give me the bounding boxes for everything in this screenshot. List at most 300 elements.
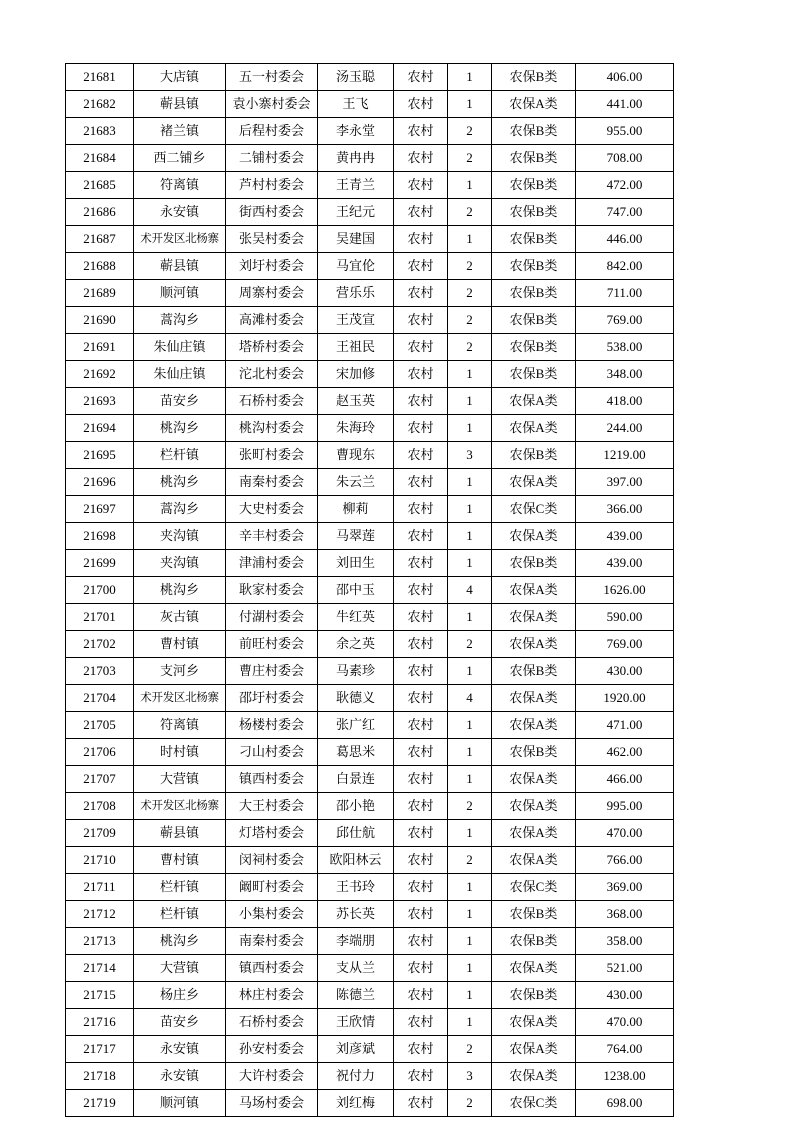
cell-amount: 747.00 <box>576 199 674 226</box>
cell-town: 支河乡 <box>134 658 226 685</box>
cell-id: 21695 <box>66 442 134 469</box>
cell-town: 曹村镇 <box>134 631 226 658</box>
cell-village: 芦村村委会 <box>226 172 318 199</box>
cell-category: 农保B类 <box>492 172 576 199</box>
cell-residence: 农村 <box>394 982 448 1009</box>
table-row <box>66 64 674 91</box>
cell-count: 1 <box>448 361 492 388</box>
cell-amount: 368.00 <box>576 901 674 928</box>
cell-village: 张町村委会 <box>226 442 318 469</box>
table-row <box>66 1009 674 1036</box>
cell-count: 2 <box>448 145 492 172</box>
table-row <box>66 874 674 901</box>
cell-category: 农保A类 <box>492 1009 576 1036</box>
cell-count: 1 <box>448 766 492 793</box>
cell-village: 袁小寨村委会 <box>226 91 318 118</box>
cell-residence: 农村 <box>394 307 448 334</box>
cell-name: 王茂宣 <box>318 307 394 334</box>
cell-category: 农保A类 <box>492 91 576 118</box>
cell-residence: 农村 <box>394 874 448 901</box>
cell-name: 支从兰 <box>318 955 394 982</box>
cell-count: 1 <box>448 928 492 955</box>
cell-id: 21694 <box>66 415 134 442</box>
cell-residence: 农村 <box>394 955 448 982</box>
cell-village: 耿家村委会 <box>226 577 318 604</box>
cell-amount: 764.00 <box>576 1036 674 1063</box>
cell-name: 黄冉冉 <box>318 145 394 172</box>
cell-count: 3 <box>448 1063 492 1090</box>
cell-category: 农保A类 <box>492 388 576 415</box>
cell-town: 顺河镇 <box>134 1090 226 1117</box>
cell-count: 1 <box>448 469 492 496</box>
cell-id: 21684 <box>66 145 134 172</box>
table-row <box>66 253 674 280</box>
cell-category: 农保A类 <box>492 415 576 442</box>
cell-town: 桃沟乡 <box>134 469 226 496</box>
cell-count: 2 <box>448 334 492 361</box>
cell-count: 1 <box>448 415 492 442</box>
cell-town: 苗安乡 <box>134 388 226 415</box>
cell-count: 4 <box>448 577 492 604</box>
cell-count: 1 <box>448 955 492 982</box>
table-row <box>66 226 674 253</box>
cell-name: 邵小艳 <box>318 793 394 820</box>
table-row <box>66 712 674 739</box>
cell-village: 前旺村委会 <box>226 631 318 658</box>
cell-town: 术开发区北杨寨 <box>134 226 226 253</box>
table-row <box>66 1063 674 1090</box>
cell-category: 农保A类 <box>492 766 576 793</box>
cell-village: 付湖村委会 <box>226 604 318 631</box>
cell-count: 4 <box>448 685 492 712</box>
cell-category: 农保B类 <box>492 901 576 928</box>
cell-town: 夹沟镇 <box>134 523 226 550</box>
cell-name: 牛红英 <box>318 604 394 631</box>
cell-village: 街西村委会 <box>226 199 318 226</box>
cell-town: 桃沟乡 <box>134 928 226 955</box>
cell-id: 21700 <box>66 577 134 604</box>
cell-count: 1 <box>448 658 492 685</box>
cell-residence: 农村 <box>394 469 448 496</box>
cell-residence: 农村 <box>394 523 448 550</box>
cell-name: 马翠莲 <box>318 523 394 550</box>
cell-id: 21717 <box>66 1036 134 1063</box>
cell-town: 蒿沟乡 <box>134 307 226 334</box>
cell-amount: 439.00 <box>576 523 674 550</box>
cell-amount: 462.00 <box>576 739 674 766</box>
cell-count: 1 <box>448 982 492 1009</box>
cell-category: 农保A类 <box>492 847 576 874</box>
cell-village: 南秦村委会 <box>226 928 318 955</box>
cell-id: 21712 <box>66 901 134 928</box>
cell-amount: 711.00 <box>576 280 674 307</box>
cell-residence: 农村 <box>394 280 448 307</box>
cell-id: 21683 <box>66 118 134 145</box>
cell-residence: 农村 <box>394 91 448 118</box>
cell-category: 农保A类 <box>492 577 576 604</box>
cell-town: 永安镇 <box>134 199 226 226</box>
cell-town: 桃沟乡 <box>134 415 226 442</box>
cell-name: 朱云兰 <box>318 469 394 496</box>
cell-category: 农保A类 <box>492 712 576 739</box>
cell-residence: 农村 <box>394 739 448 766</box>
cell-name: 祝付力 <box>318 1063 394 1090</box>
table-row <box>66 550 674 577</box>
cell-amount: 1920.00 <box>576 685 674 712</box>
cell-category: 农保B类 <box>492 658 576 685</box>
cell-town: 栏杆镇 <box>134 901 226 928</box>
cell-count: 1 <box>448 523 492 550</box>
cell-town: 苗安乡 <box>134 1009 226 1036</box>
cell-village: 闵祠村委会 <box>226 847 318 874</box>
cell-village: 镇西村委会 <box>226 955 318 982</box>
table-row <box>66 388 674 415</box>
cell-category: 农保A类 <box>492 469 576 496</box>
table-row <box>66 685 674 712</box>
cell-name: 王飞 <box>318 91 394 118</box>
cell-category: 农保B类 <box>492 442 576 469</box>
cell-village: 阚町村委会 <box>226 874 318 901</box>
cell-id: 21705 <box>66 712 134 739</box>
cell-town: 夹沟镇 <box>134 550 226 577</box>
cell-count: 2 <box>448 199 492 226</box>
cell-town: 大店镇 <box>134 64 226 91</box>
cell-id: 21710 <box>66 847 134 874</box>
cell-town: 褚兰镇 <box>134 118 226 145</box>
cell-name: 邵中玉 <box>318 577 394 604</box>
cell-village: 刘圩村委会 <box>226 253 318 280</box>
cell-residence: 农村 <box>394 685 448 712</box>
cell-residence: 农村 <box>394 118 448 145</box>
cell-category: 农保B类 <box>492 361 576 388</box>
cell-residence: 农村 <box>394 361 448 388</box>
cell-residence: 农村 <box>394 1063 448 1090</box>
cell-residence: 农村 <box>394 766 448 793</box>
cell-residence: 农村 <box>394 1036 448 1063</box>
cell-id: 21693 <box>66 388 134 415</box>
cell-id: 21692 <box>66 361 134 388</box>
cell-count: 1 <box>448 820 492 847</box>
cell-name: 曹现东 <box>318 442 394 469</box>
cell-id: 21687 <box>66 226 134 253</box>
cell-residence: 农村 <box>394 793 448 820</box>
cell-village: 刁山村委会 <box>226 739 318 766</box>
cell-category: 农保A类 <box>492 955 576 982</box>
cell-category: 农保A类 <box>492 820 576 847</box>
table-row <box>66 199 674 226</box>
cell-amount: 439.00 <box>576 550 674 577</box>
table-row <box>66 91 674 118</box>
table-row <box>66 847 674 874</box>
cell-category: 农保B类 <box>492 334 576 361</box>
cell-amount: 358.00 <box>576 928 674 955</box>
cell-id: 21713 <box>66 928 134 955</box>
cell-id: 21703 <box>66 658 134 685</box>
cell-amount: 470.00 <box>576 820 674 847</box>
table-row <box>66 361 674 388</box>
cell-category: 农保B类 <box>492 739 576 766</box>
cell-town: 曹村镇 <box>134 847 226 874</box>
cell-count: 2 <box>448 631 492 658</box>
cell-amount: 521.00 <box>576 955 674 982</box>
cell-amount: 366.00 <box>576 496 674 523</box>
cell-village: 灯塔村委会 <box>226 820 318 847</box>
cell-count: 2 <box>448 1036 492 1063</box>
cell-town: 永安镇 <box>134 1036 226 1063</box>
cell-amount: 538.00 <box>576 334 674 361</box>
cell-village: 孙安村委会 <box>226 1036 318 1063</box>
cell-id: 21702 <box>66 631 134 658</box>
table-row <box>66 658 674 685</box>
cell-name: 白景连 <box>318 766 394 793</box>
cell-id: 21689 <box>66 280 134 307</box>
cell-residence: 农村 <box>394 334 448 361</box>
cell-name: 王祖民 <box>318 334 394 361</box>
cell-count: 1 <box>448 550 492 577</box>
cell-category: 农保B类 <box>492 280 576 307</box>
table-row <box>66 145 674 172</box>
cell-town: 蒿沟乡 <box>134 496 226 523</box>
cell-name: 刘彦斌 <box>318 1036 394 1063</box>
cell-village: 辛丰村委会 <box>226 523 318 550</box>
cell-residence: 农村 <box>394 1009 448 1036</box>
cell-residence: 农村 <box>394 199 448 226</box>
cell-count: 1 <box>448 874 492 901</box>
cell-id: 21690 <box>66 307 134 334</box>
cell-name: 耿德义 <box>318 685 394 712</box>
cell-residence: 农村 <box>394 64 448 91</box>
cell-name: 马宜伦 <box>318 253 394 280</box>
cell-town: 顺河镇 <box>134 280 226 307</box>
cell-amount: 430.00 <box>576 982 674 1009</box>
cell-village: 后程村委会 <box>226 118 318 145</box>
cell-village: 镇西村委会 <box>226 766 318 793</box>
cell-amount: 418.00 <box>576 388 674 415</box>
cell-category: 农保B类 <box>492 928 576 955</box>
table-row <box>66 739 674 766</box>
cell-id: 21688 <box>66 253 134 280</box>
cell-village: 大许村委会 <box>226 1063 318 1090</box>
cell-category: 农保C类 <box>492 1090 576 1117</box>
cell-amount: 430.00 <box>576 658 674 685</box>
cell-count: 2 <box>448 253 492 280</box>
cell-name: 葛思米 <box>318 739 394 766</box>
cell-category: 农保B类 <box>492 550 576 577</box>
cell-village: 马场村委会 <box>226 1090 318 1117</box>
cell-town: 蕲县镇 <box>134 91 226 118</box>
cell-id: 21686 <box>66 199 134 226</box>
cell-name: 柳莉 <box>318 496 394 523</box>
cell-id: 21699 <box>66 550 134 577</box>
cell-residence: 农村 <box>394 226 448 253</box>
cell-village: 曹庄村委会 <box>226 658 318 685</box>
cell-amount: 955.00 <box>576 118 674 145</box>
cell-id: 21701 <box>66 604 134 631</box>
cell-amount: 406.00 <box>576 64 674 91</box>
cell-village: 桃沟村委会 <box>226 415 318 442</box>
cell-village: 高滩村委会 <box>226 307 318 334</box>
cell-village: 津浦村委会 <box>226 550 318 577</box>
cell-residence: 农村 <box>394 577 448 604</box>
cell-town: 术开发区北杨寨 <box>134 793 226 820</box>
cell-town: 蕲县镇 <box>134 820 226 847</box>
cell-count: 3 <box>448 442 492 469</box>
table-row <box>66 577 674 604</box>
cell-town: 蕲县镇 <box>134 253 226 280</box>
table-row <box>66 172 674 199</box>
table-row <box>66 604 674 631</box>
cell-name: 朱海玲 <box>318 415 394 442</box>
cell-village: 二铺村委会 <box>226 145 318 172</box>
table-row <box>66 118 674 145</box>
cell-category: 农保A类 <box>492 793 576 820</box>
table-row <box>66 631 674 658</box>
cell-town: 杨庄乡 <box>134 982 226 1009</box>
cell-name: 王纪元 <box>318 199 394 226</box>
cell-village: 杨楼村委会 <box>226 712 318 739</box>
cell-id: 21709 <box>66 820 134 847</box>
cell-count: 1 <box>448 712 492 739</box>
cell-town: 大营镇 <box>134 955 226 982</box>
cell-residence: 农村 <box>394 496 448 523</box>
cell-id: 21718 <box>66 1063 134 1090</box>
cell-amount: 1626.00 <box>576 577 674 604</box>
cell-village: 沱北村委会 <box>226 361 318 388</box>
cell-name: 吴建国 <box>318 226 394 253</box>
cell-name: 苏长英 <box>318 901 394 928</box>
table-row <box>66 307 674 334</box>
cell-amount: 1219.00 <box>576 442 674 469</box>
cell-amount: 995.00 <box>576 793 674 820</box>
cell-category: 农保B类 <box>492 118 576 145</box>
cell-residence: 农村 <box>394 253 448 280</box>
cell-town: 西二铺乡 <box>134 145 226 172</box>
cell-category: 农保B类 <box>492 253 576 280</box>
cell-amount: 590.00 <box>576 604 674 631</box>
cell-town: 栏杆镇 <box>134 442 226 469</box>
cell-name: 邱仕航 <box>318 820 394 847</box>
cell-category: 农保B类 <box>492 982 576 1009</box>
cell-count: 2 <box>448 847 492 874</box>
cell-amount: 446.00 <box>576 226 674 253</box>
cell-name: 李永堂 <box>318 118 394 145</box>
cell-count: 1 <box>448 388 492 415</box>
cell-town: 栏杆镇 <box>134 874 226 901</box>
cell-residence: 农村 <box>394 550 448 577</box>
cell-id: 21681 <box>66 64 134 91</box>
table-row <box>66 766 674 793</box>
table-row <box>66 955 674 982</box>
cell-category: 农保B类 <box>492 199 576 226</box>
cell-name: 欧阳林云 <box>318 847 394 874</box>
cell-town: 大营镇 <box>134 766 226 793</box>
cell-name: 刘红梅 <box>318 1090 394 1117</box>
cell-category: 农保B类 <box>492 145 576 172</box>
cell-residence: 农村 <box>394 820 448 847</box>
cell-residence: 农村 <box>394 901 448 928</box>
cell-id: 21685 <box>66 172 134 199</box>
cell-id: 21706 <box>66 739 134 766</box>
cell-category: 农保A类 <box>492 523 576 550</box>
cell-residence: 农村 <box>394 1090 448 1117</box>
cell-amount: 1238.00 <box>576 1063 674 1090</box>
cell-village: 塔桥村委会 <box>226 334 318 361</box>
table-row <box>66 901 674 928</box>
cell-name: 宋加修 <box>318 361 394 388</box>
cell-residence: 农村 <box>394 388 448 415</box>
cell-name: 赵玉英 <box>318 388 394 415</box>
table-row <box>66 523 674 550</box>
cell-amount: 441.00 <box>576 91 674 118</box>
cell-category: 农保C类 <box>492 496 576 523</box>
cell-name: 王欣情 <box>318 1009 394 1036</box>
cell-village: 林庄村委会 <box>226 982 318 1009</box>
cell-village: 小集村委会 <box>226 901 318 928</box>
cell-category: 农保B类 <box>492 226 576 253</box>
cell-amount: 348.00 <box>576 361 674 388</box>
cell-id: 21716 <box>66 1009 134 1036</box>
cell-village: 大王村委会 <box>226 793 318 820</box>
cell-category: 农保A类 <box>492 604 576 631</box>
cell-id: 21698 <box>66 523 134 550</box>
cell-name: 马素珍 <box>318 658 394 685</box>
table-row <box>66 1090 674 1117</box>
cell-amount: 472.00 <box>576 172 674 199</box>
cell-name: 汤玉聪 <box>318 64 394 91</box>
cell-town: 符离镇 <box>134 712 226 739</box>
beneficiary-table-container <box>65 63 673 1117</box>
cell-name: 王青兰 <box>318 172 394 199</box>
cell-category: 农保B类 <box>492 64 576 91</box>
cell-residence: 农村 <box>394 631 448 658</box>
cell-id: 21711 <box>66 874 134 901</box>
table-row <box>66 442 674 469</box>
cell-count: 2 <box>448 307 492 334</box>
cell-count: 1 <box>448 604 492 631</box>
cell-count: 1 <box>448 496 492 523</box>
cell-amount: 470.00 <box>576 1009 674 1036</box>
cell-village: 邵圩村委会 <box>226 685 318 712</box>
cell-count: 1 <box>448 901 492 928</box>
cell-count: 1 <box>448 1009 492 1036</box>
table-row <box>66 469 674 496</box>
cell-amount: 766.00 <box>576 847 674 874</box>
cell-residence: 农村 <box>394 712 448 739</box>
table-row <box>66 334 674 361</box>
table-body <box>66 64 674 1117</box>
cell-town: 桃沟乡 <box>134 577 226 604</box>
cell-name: 刘田生 <box>318 550 394 577</box>
cell-id: 21682 <box>66 91 134 118</box>
cell-village: 石桥村委会 <box>226 388 318 415</box>
cell-amount: 471.00 <box>576 712 674 739</box>
cell-town: 永安镇 <box>134 1063 226 1090</box>
cell-count: 1 <box>448 226 492 253</box>
cell-name: 王书玲 <box>318 874 394 901</box>
cell-town: 朱仙庄镇 <box>134 334 226 361</box>
table-row <box>66 496 674 523</box>
cell-residence: 农村 <box>394 928 448 955</box>
table-row <box>66 982 674 1009</box>
cell-town: 时村镇 <box>134 739 226 766</box>
cell-amount: 397.00 <box>576 469 674 496</box>
cell-category: 农保A类 <box>492 1063 576 1090</box>
cell-category: 农保A类 <box>492 631 576 658</box>
cell-category: 农保A类 <box>492 685 576 712</box>
cell-name: 营乐乐 <box>318 280 394 307</box>
table-row <box>66 793 674 820</box>
cell-id: 21691 <box>66 334 134 361</box>
